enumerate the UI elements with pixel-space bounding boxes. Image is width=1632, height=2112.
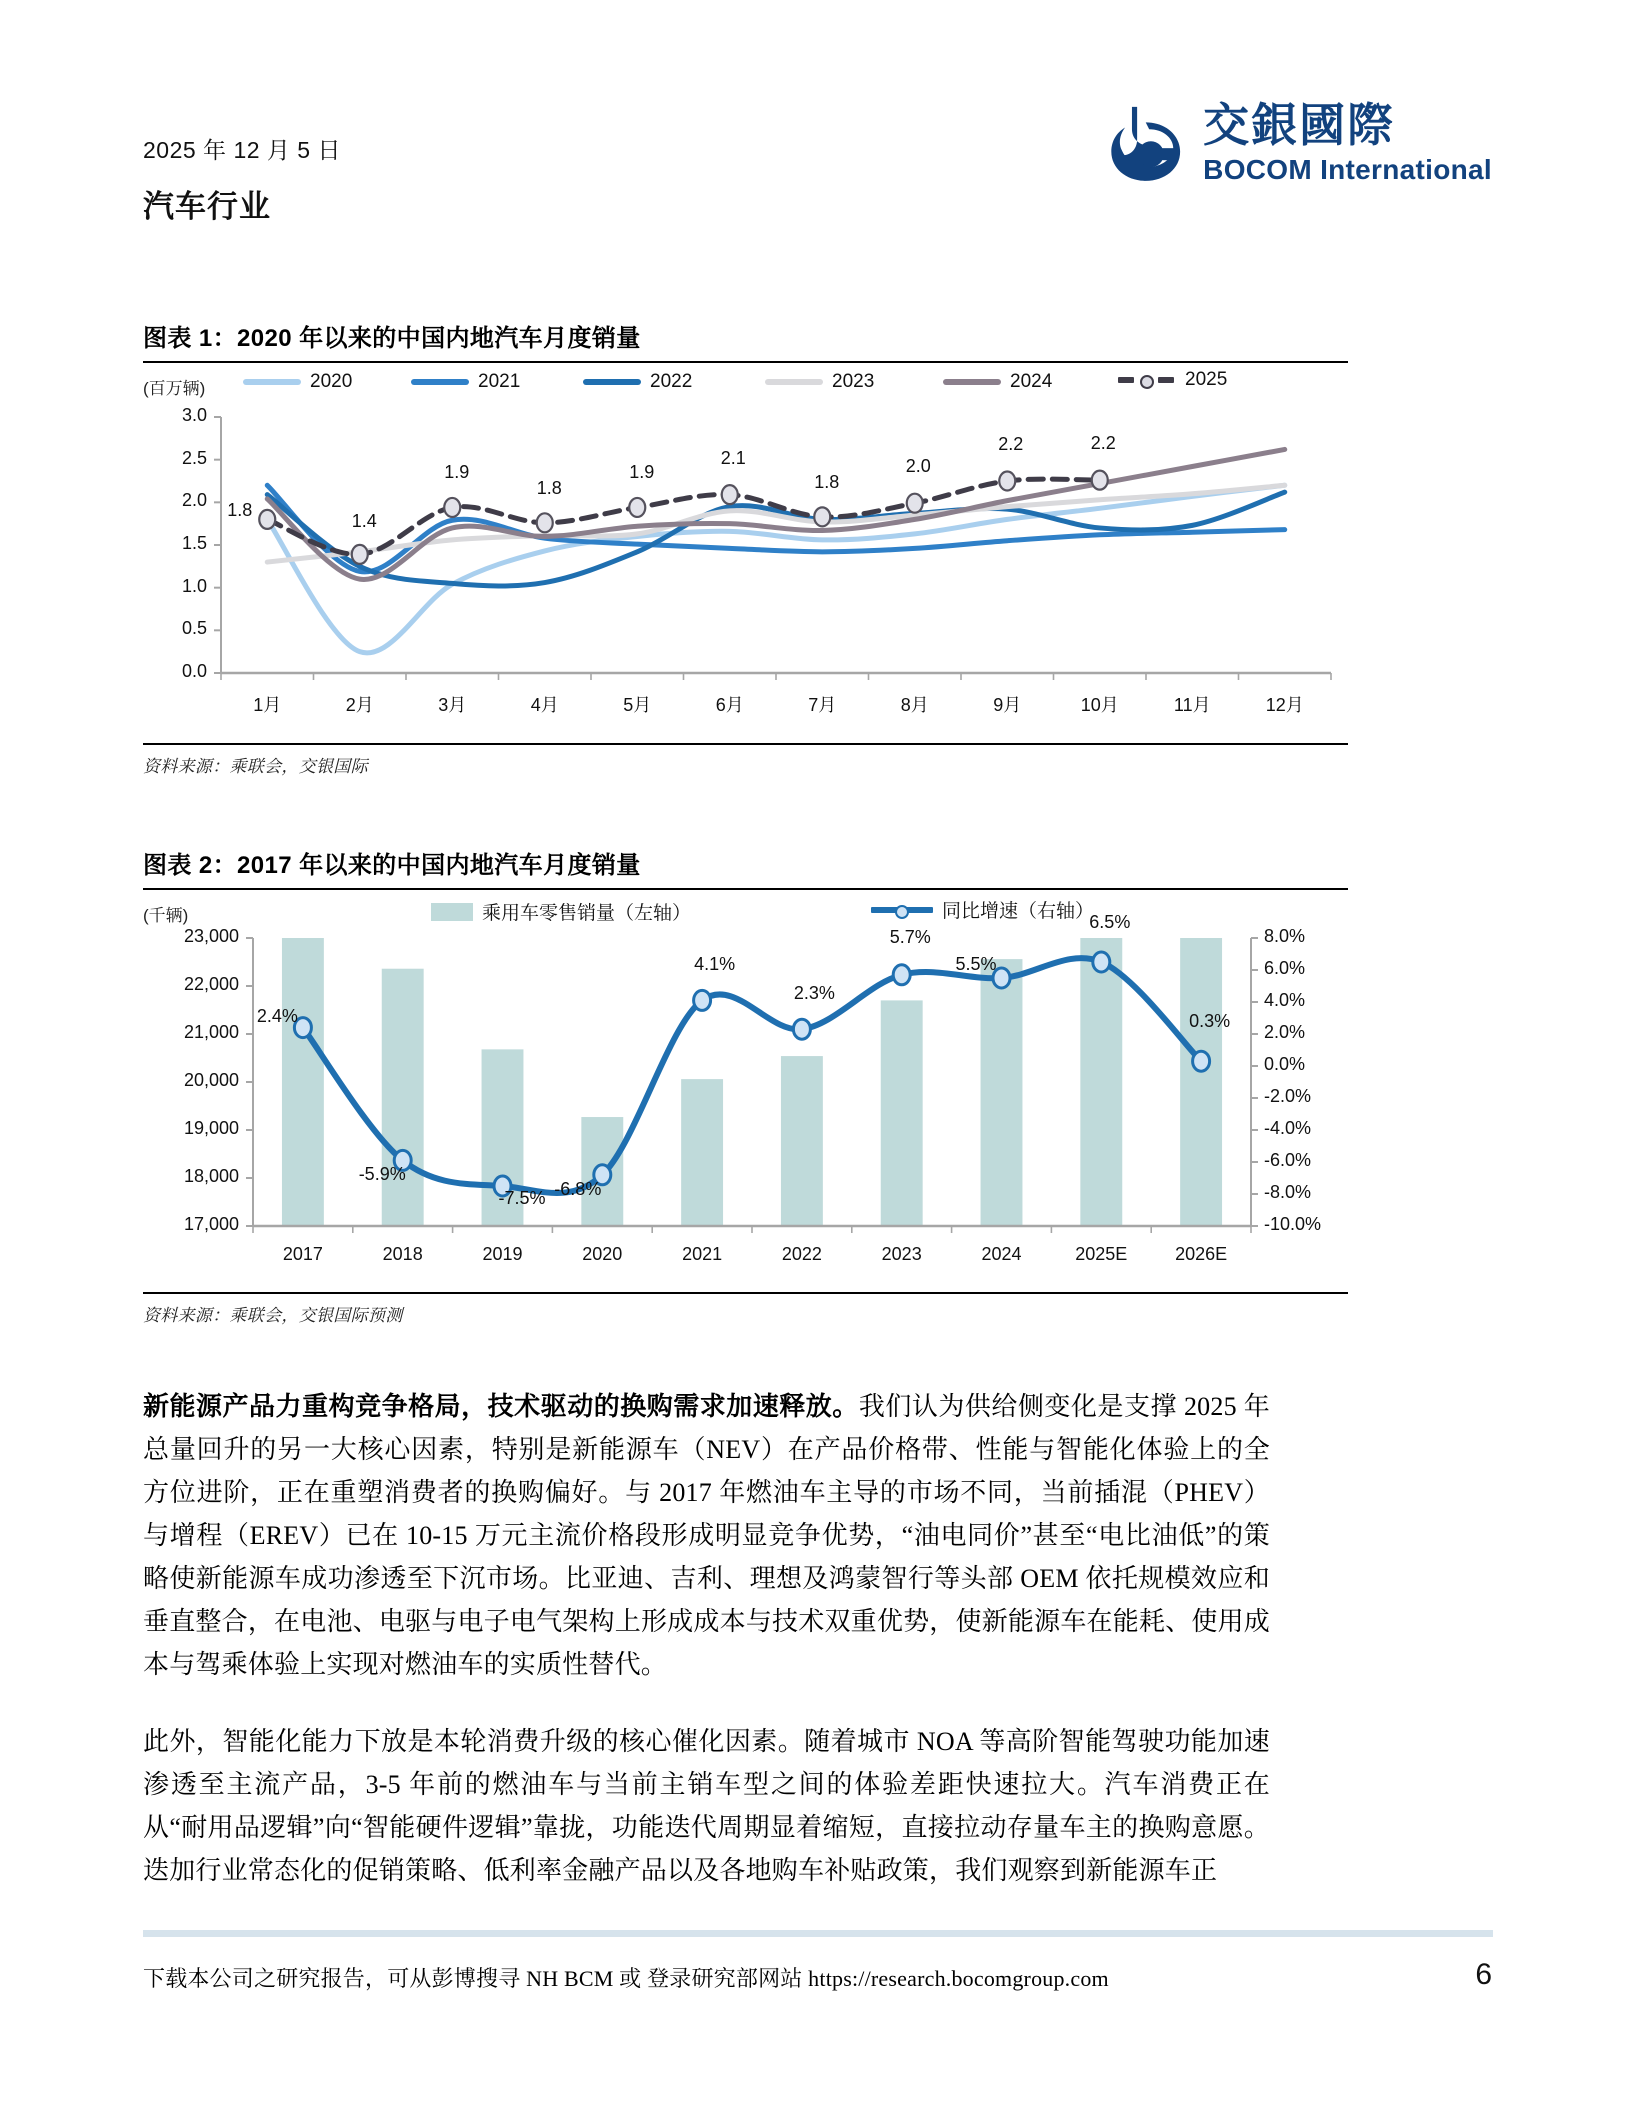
chart-1-x-tick: 7月: [808, 695, 837, 715]
chart-1-data-label: 1.9: [444, 462, 470, 483]
legend-label-pv-retail-sales: 乘用车零售销量（左轴）: [482, 903, 692, 924]
chart-2-legend: [143, 890, 1348, 930]
chart-1-data-label: 2.2: [998, 434, 1024, 454]
chart-2-right-y-tick: 6.0%: [1264, 958, 1306, 978]
legend-label-yoy-growth: 同比增速（右轴）: [942, 901, 1095, 922]
chart-1-y-tick: 2.5: [181, 447, 207, 468]
chart-2-x-tick: 2024: [981, 1244, 1022, 1264]
bocom-logo-text: [1203, 99, 1492, 185]
chart-1-marker: [722, 485, 738, 504]
page-number: 6: [1475, 1958, 1492, 1991]
chart-2-right-y-tick: -10.0%: [1264, 1214, 1322, 1234]
chart-2-x-tick: 2018: [382, 1244, 423, 1264]
footer-text: 下载本公司之研究报告，可从彭博搜寻 NH BCM 或 登录研究部网站 https://research.bocomgroup.com: [143, 1966, 1109, 1991]
chart-2-right-y-tick: 8.0%: [1264, 926, 1306, 946]
chart-1-marker: [444, 498, 460, 517]
chart-2-data-label: -7.5%: [498, 1188, 546, 1208]
chart-1-x-tick: 11月: [1173, 695, 1211, 715]
chart-2-data-label: 2.4%: [256, 1005, 298, 1026]
legend-swatch-yoy-growth: [871, 905, 933, 915]
legend-item-pv-retail-sales[interactable]: [431, 898, 691, 925]
chart-1-x-tick: 3月: [438, 695, 467, 715]
page-title: 汽车行业: [143, 189, 271, 224]
chart-1-marker: [999, 472, 1015, 491]
legend-item-2023[interactable]: [765, 371, 874, 393]
chart-1-data-label: 1.8: [536, 477, 562, 498]
chart-1-y-tick: 1.0: [181, 575, 207, 596]
legend-swatch-2025: [1118, 375, 1176, 385]
chart-2-left-y-tick: 23,000: [183, 926, 239, 946]
legend-item-yoy-growth[interactable]: [871, 896, 1094, 923]
chart-1-marker: [1092, 471, 1108, 490]
body-paragraph-1-rest: 我们认为供给侧变化是支撑 2025 年总量回升的另一大核心因素，特别是新能源车（NEV）在产品价格带、性能与智能化体验上的全方位进阶，正在重塑消费者的换购偏好。与 2017 年燃油车主导的市场不同，当前插混（PHEV）与增程（EREV）已在 10-15 万元主流价格段形成明显竞争优势，“油电同价”甚至“电比油低”的策略使新能源车成功渗透至下沉市场。比亚迪、吉利、理想及鸿蒙智行等头部 OEM 依托规模效应和垂直整合，在电池、电驱与电子电气架构上形成成本与技术双重优势，使新能源车在能耗、使用成本与驾乘体验上实现对燃油车的实质性替代。: [143, 1392, 1270, 1679]
logo-chinese-name: 交銀國際: [1203, 99, 1396, 151]
page-header: [143, 132, 341, 226]
chart-2-marker: [1193, 1051, 1210, 1071]
chart-2-x-tick: 2026E: [1175, 1244, 1228, 1264]
chart-2-bar: [681, 1079, 723, 1226]
chart-2-x-tick: 2025E: [1075, 1244, 1128, 1264]
bocom-logo: [1101, 100, 1492, 186]
bocom-logo-icon: [1101, 100, 1187, 186]
chart-2-bar: [1080, 938, 1122, 1226]
chart-1-data-label: 2.0: [905, 456, 931, 477]
chart-2-left-y-tick: 17,000: [183, 1214, 239, 1234]
chart-1-x-tick: 1月: [253, 695, 282, 715]
chart-2-data-label: 2.3%: [793, 983, 835, 1004]
chart-2-left-y-tick: 20,000: [183, 1070, 239, 1090]
body-paragraph-1-lead: 新能源产品力重构竞争格局，技术驱动的换购需求加速释放。: [143, 1392, 859, 1421]
chart-2-data-label: 5.7%: [889, 926, 931, 947]
legend-label-2022: 2022: [650, 371, 693, 392]
exhibit-2-title: 图表 2：2017 年以来的中国内地汽车月度销量: [143, 852, 641, 879]
body-paragraph-2-text: 此外，智能化能力下放是本轮消费升级的核心催化因素。随着城市 NOA 等高阶智能驾驶功能加速渗透至主流产品，3-5 年前的燃油车与当前主销车型之间的体验差距快速拉大。汽车消费正在从“耐用品逻辑”向“智能硬件逻辑”靠拢，功能迭代周期显着缩短，直接拉动存量车主的换购意愿。迭加行业常态化的促销策略、低利率金融产品以及各地购车补贴政策，我们观察到新能源车正: [143, 1727, 1270, 1885]
exhibit-1: [143, 318, 1348, 777]
legend-item-2022[interactable]: [583, 371, 692, 393]
chart-2-data-label: 4.1%: [694, 954, 736, 975]
chart-1-data-label: 1.4: [351, 511, 377, 532]
chart-1-y-tick: 2.0: [181, 490, 207, 511]
chart-monthly-auto-sales: [143, 363, 1348, 743]
legend-swatch-2022: [583, 379, 641, 385]
footer-rule: [143, 1930, 1493, 1937]
chart-1-data-label: 1.9: [629, 462, 655, 483]
chart-2-left-y-tick: 22,000: [183, 974, 239, 994]
chart-1-x-tick: 8月: [900, 695, 929, 715]
report-date: 2025 年 12 月 5 日: [143, 137, 341, 163]
chart-2-marker: [893, 965, 910, 985]
chart-2-bar: [881, 1000, 923, 1226]
chart-2-left-y-tick: 18,000: [183, 1166, 239, 1186]
chart-2-right-y-tick: -4.0%: [1264, 1118, 1312, 1138]
chart-2-bar: [1180, 938, 1222, 1226]
logo-english-name: BOCOM International: [1203, 154, 1492, 185]
chart-2-x-tick: 2021: [682, 1244, 723, 1264]
chart-2-marker: [793, 1019, 810, 1039]
chart-1-y-tick: 3.0: [181, 405, 207, 425]
legend-swatch-2021: [411, 379, 469, 385]
legend-item-2021[interactable]: [411, 371, 520, 393]
chart-2-left-y-tick: 21,000: [183, 1022, 239, 1042]
chart-1-x-tick: 10月: [1080, 695, 1119, 715]
chart-1-plot-area: [143, 403, 1348, 733]
legend-swatch-2024: [943, 379, 1001, 385]
chart-1-x-tick: 6月: [715, 695, 744, 715]
chart-2-bar: [781, 1056, 823, 1226]
chart-2-unit-label: (千辆): [143, 906, 189, 925]
chart-1-x-tick: 5月: [623, 695, 652, 715]
chart-2-marker: [1093, 952, 1110, 972]
chart-2-data-label: 5.5%: [955, 954, 997, 974]
chart-2-svg: [143, 930, 1348, 1282]
chart-1-legend: [143, 363, 1348, 403]
legend-swatch-2023: [765, 379, 823, 385]
chart-2-x-tick: 2017: [282, 1244, 323, 1264]
chart-2-x-tick: 2023: [881, 1244, 922, 1264]
chart-1-unit-label: (百万辆): [143, 379, 206, 398]
chart-2-data-label: -6.8%: [554, 1178, 602, 1199]
chart-2-x-tick: 2020: [582, 1244, 623, 1264]
chart-annual-pv-retail-sales: [143, 890, 1348, 1292]
chart-2-marker: [694, 990, 711, 1010]
chart-2-bar: [382, 969, 424, 1226]
legend-label-2020: 2020: [310, 371, 353, 392]
chart-1-y-tick: 1.5: [181, 533, 207, 553]
chart-1-x-tick: 9月: [993, 695, 1022, 715]
legend-item-2020[interactable]: [243, 371, 352, 393]
chart-1-x-tick: 2月: [345, 695, 374, 715]
legend-swatch-pv-retail-sales: [431, 903, 473, 921]
exhibit-2-source: 资料来源：乘联会，交银国际预测: [143, 1306, 403, 1325]
exhibit-1-title: 图表 1：2020 年以来的中国内地汽车月度销量: [143, 325, 641, 352]
legend-item-2024[interactable]: [943, 371, 1052, 393]
exhibit-2: [143, 845, 1348, 1326]
chart-1-data-label: 2.1: [720, 447, 746, 468]
chart-1-marker: [629, 498, 645, 517]
legend-swatch-2020: [243, 379, 301, 385]
chart-2-bar: [981, 959, 1023, 1226]
chart-2-data-label: 0.3%: [1189, 1011, 1231, 1032]
chart-1-data-label: 1.8: [227, 500, 253, 521]
chart-2-growth-line: [303, 958, 1201, 1193]
legend-item-2025[interactable]: [1118, 369, 1227, 391]
chart-2-data-label: -5.9%: [358, 1164, 406, 1185]
chart-2-right-y-tick: 2.0%: [1264, 1022, 1306, 1042]
legend-label-2024: 2024: [1010, 371, 1053, 392]
chart-2-bar: [282, 938, 324, 1226]
chart-2-right-y-tick: -8.0%: [1264, 1182, 1312, 1202]
chart-1-marker: [259, 510, 275, 529]
legend-label-2023: 2023: [832, 371, 875, 392]
chart-2-x-tick: 2019: [482, 1244, 523, 1264]
legend-label-2021: 2021: [478, 371, 521, 392]
chart-1-y-tick: 0.0: [181, 661, 207, 681]
chart-1-x-tick: 12月: [1265, 695, 1304, 715]
legend-label-2025: 2025: [1185, 369, 1228, 390]
chart-1-data-label: 2.2: [1090, 433, 1116, 454]
chart-2-right-y-tick: -2.0%: [1264, 1086, 1312, 1106]
exhibit-1-source: 资料来源：乘联会，交银国际: [143, 757, 368, 776]
body-paragraph-2: [143, 1720, 1270, 1892]
chart-2-left-y-tick: 19,000: [183, 1118, 239, 1138]
chart-1-y-tick: 0.5: [181, 618, 207, 639]
chart-2-right-y-tick: 0.0%: [1264, 1054, 1306, 1074]
chart-1-marker: [537, 513, 553, 532]
chart-1-marker: [352, 545, 368, 564]
chart-2-right-y-tick: -6.0%: [1264, 1150, 1312, 1170]
chart-2-x-tick: 2022: [781, 1244, 822, 1264]
chart-2-data-label: 6.5%: [1089, 912, 1131, 932]
chart-1-x-tick: 4月: [530, 695, 559, 715]
chart-1-marker: [814, 507, 830, 526]
chart-1-data-label: 1.8: [814, 471, 840, 492]
chart-1-marker: [907, 494, 923, 513]
chart-2-right-y-tick: 4.0%: [1264, 990, 1306, 1010]
body-paragraph-1: [143, 1385, 1270, 1686]
